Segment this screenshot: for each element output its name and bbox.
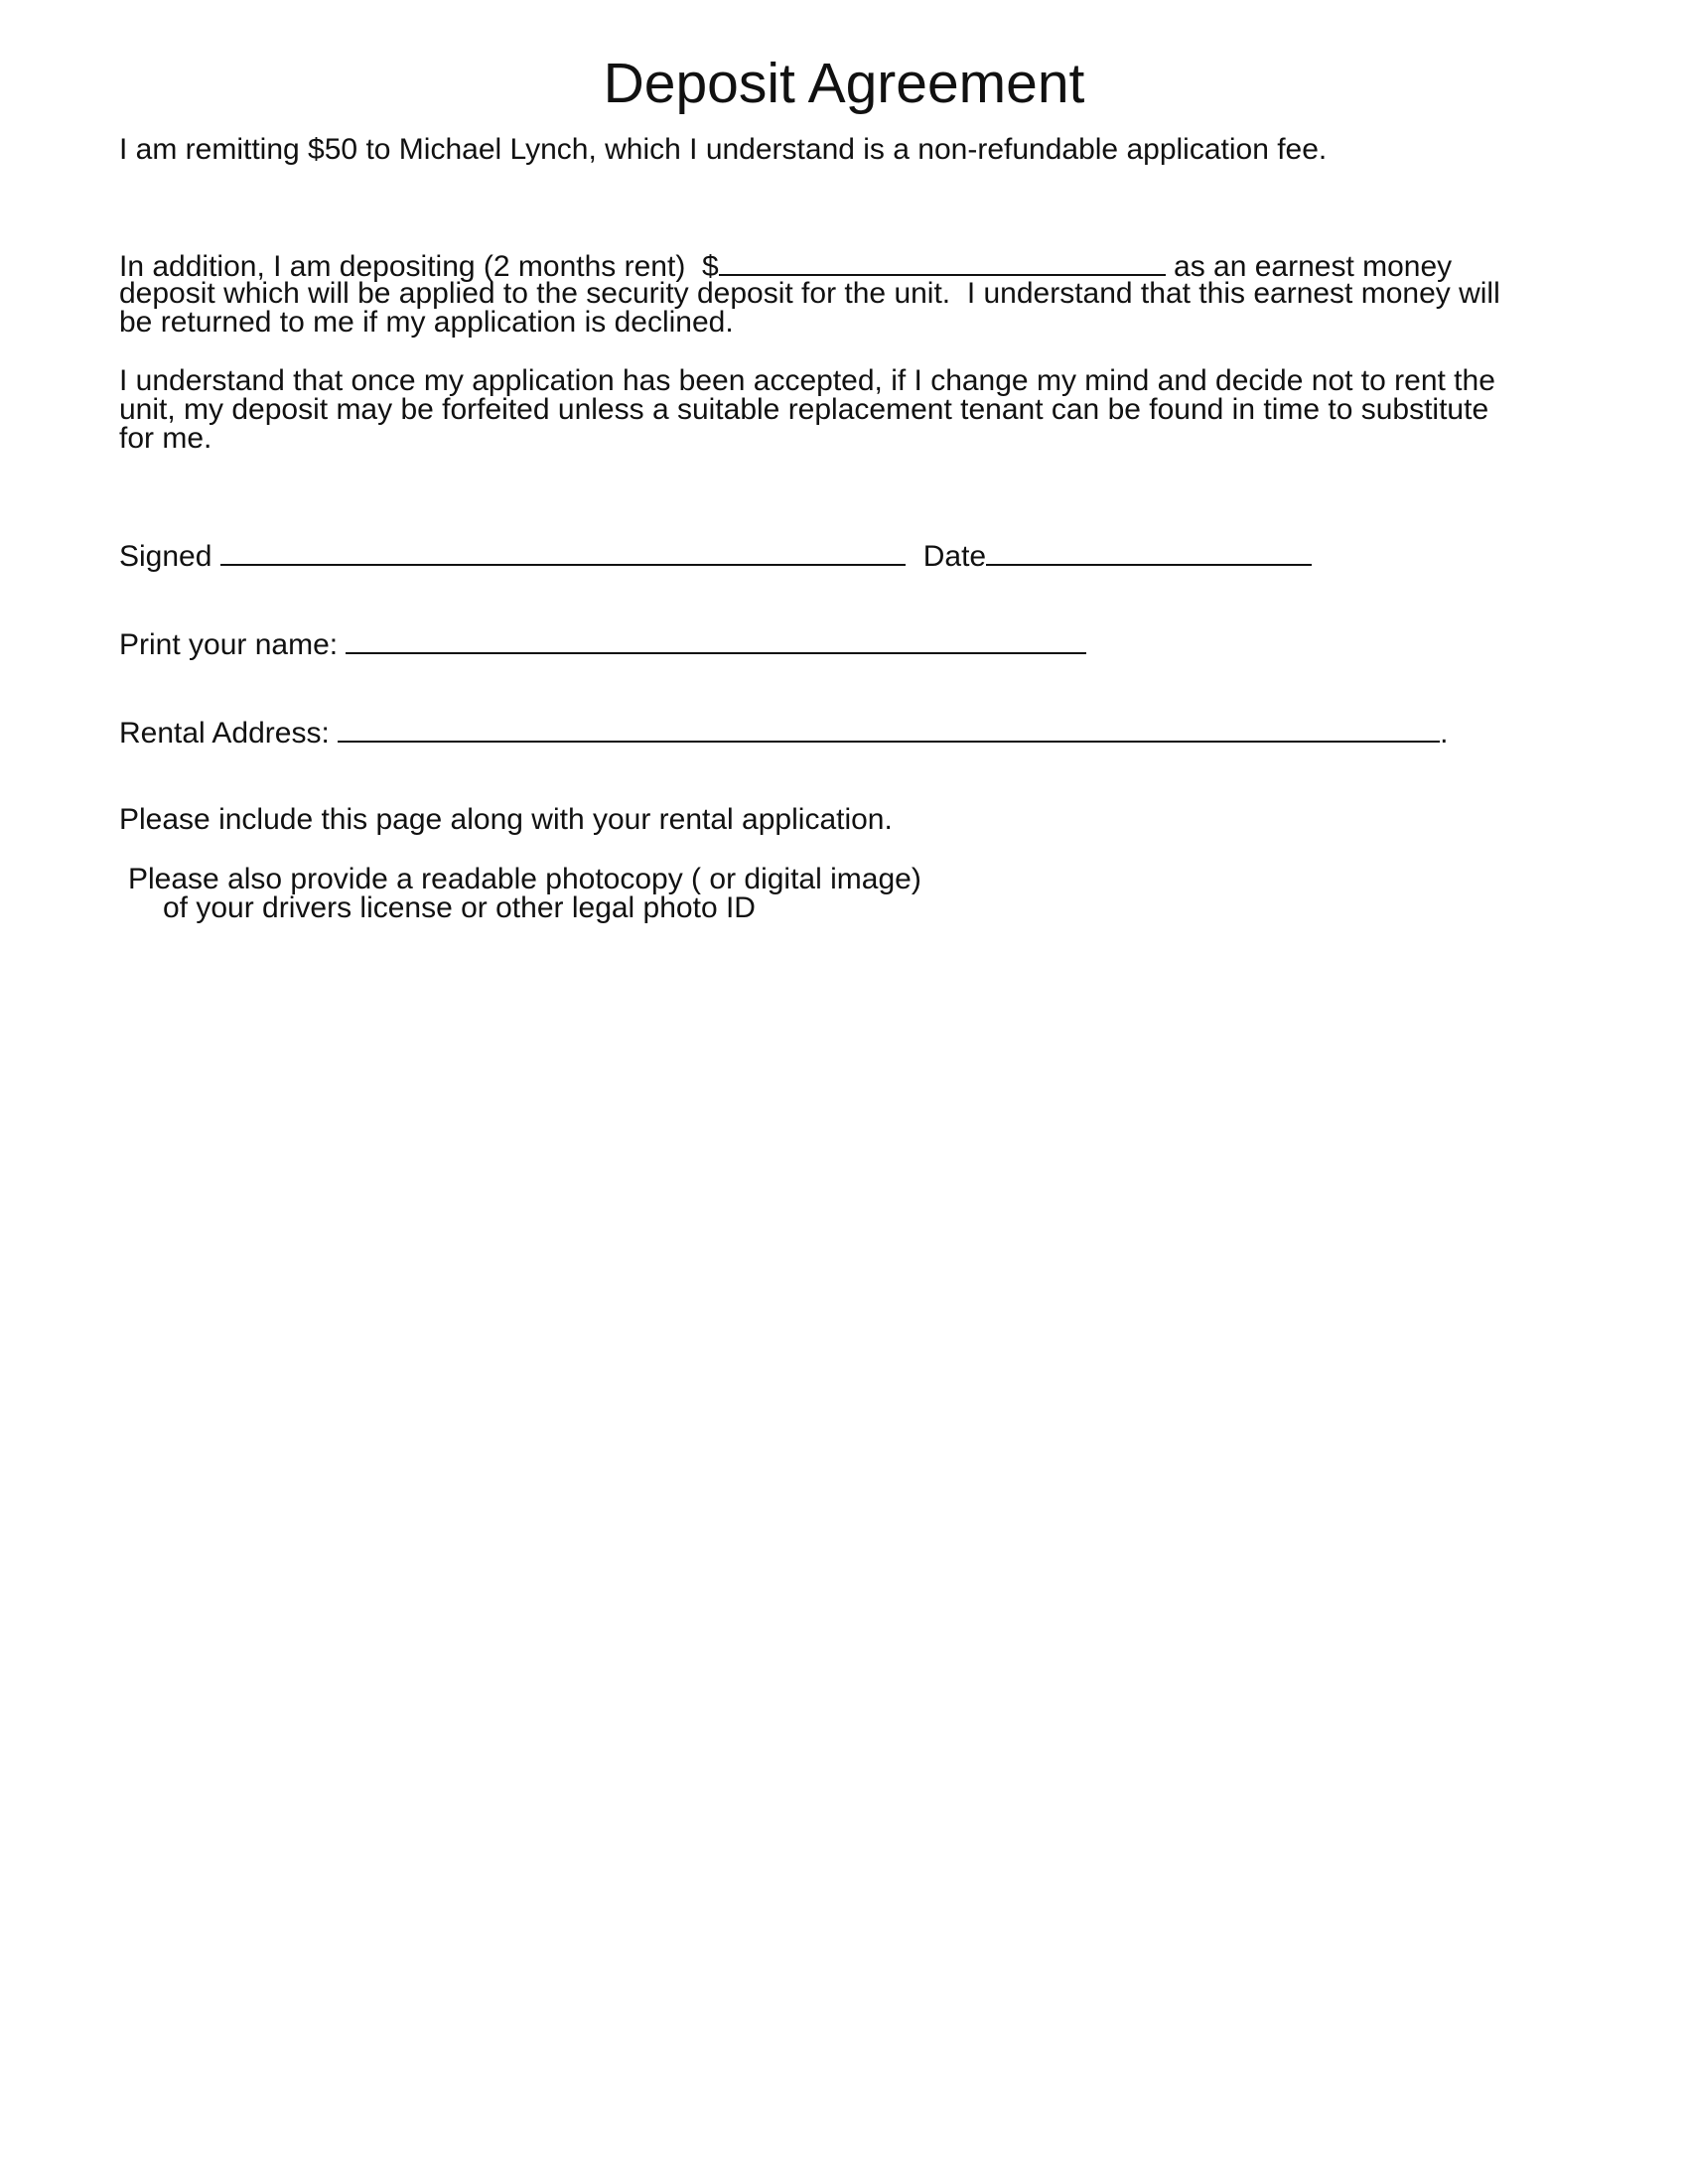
- forfeit-line-1: I understand that once my application has been accepted, if I change my mind and decide not to rent the: [119, 364, 1495, 397]
- page-title: Deposit Agreement: [603, 52, 1085, 115]
- print-name-label: Print your name:: [119, 628, 347, 661]
- deposit-line-2: deposit which will be applied to the security deposit for the unit. I understand that this earnest money will: [119, 277, 1500, 310]
- photo-id-note-line-1: Please also provide a readable photocopy ( or digital image): [128, 863, 921, 895]
- print-name-field[interactable]: [346, 628, 1086, 654]
- print-name-row: [119, 628, 1086, 659]
- include-note: Please include this page along with your rental application.: [119, 803, 893, 836]
- deposit-line-3: be returned to me if my application is declined.: [119, 306, 734, 339]
- deposit-tail-text: as an earnest money: [1165, 250, 1453, 283]
- photo-id-note-line-2: of your drivers license or other legal photo ID: [163, 891, 756, 924]
- rental-address-label: Rental Address:: [119, 717, 339, 750]
- signed-label: Signed: [119, 540, 220, 573]
- fee-statement: I am remitting $50 to Michael Lynch, which I understand is a non-refundable application fee.: [119, 133, 1328, 166]
- rental-address-row: [119, 717, 1448, 748]
- deposit-amount-field[interactable]: [719, 250, 1166, 276]
- deposit-lead-text: In addition, I am depositing (2 months rent) $: [119, 250, 719, 283]
- signature-row: [119, 540, 1312, 571]
- rental-address-period: .: [1440, 717, 1449, 750]
- date-label: Date: [922, 540, 987, 573]
- forfeit-line-3: for me.: [119, 422, 212, 455]
- signature-field[interactable]: [220, 540, 906, 566]
- forfeit-line-2: unit, my deposit may be forfeited unless a suitable replacement tenant can be found in time to substitute: [119, 393, 1489, 426]
- date-field[interactable]: [986, 540, 1312, 566]
- rental-address-field[interactable]: [338, 717, 1440, 743]
